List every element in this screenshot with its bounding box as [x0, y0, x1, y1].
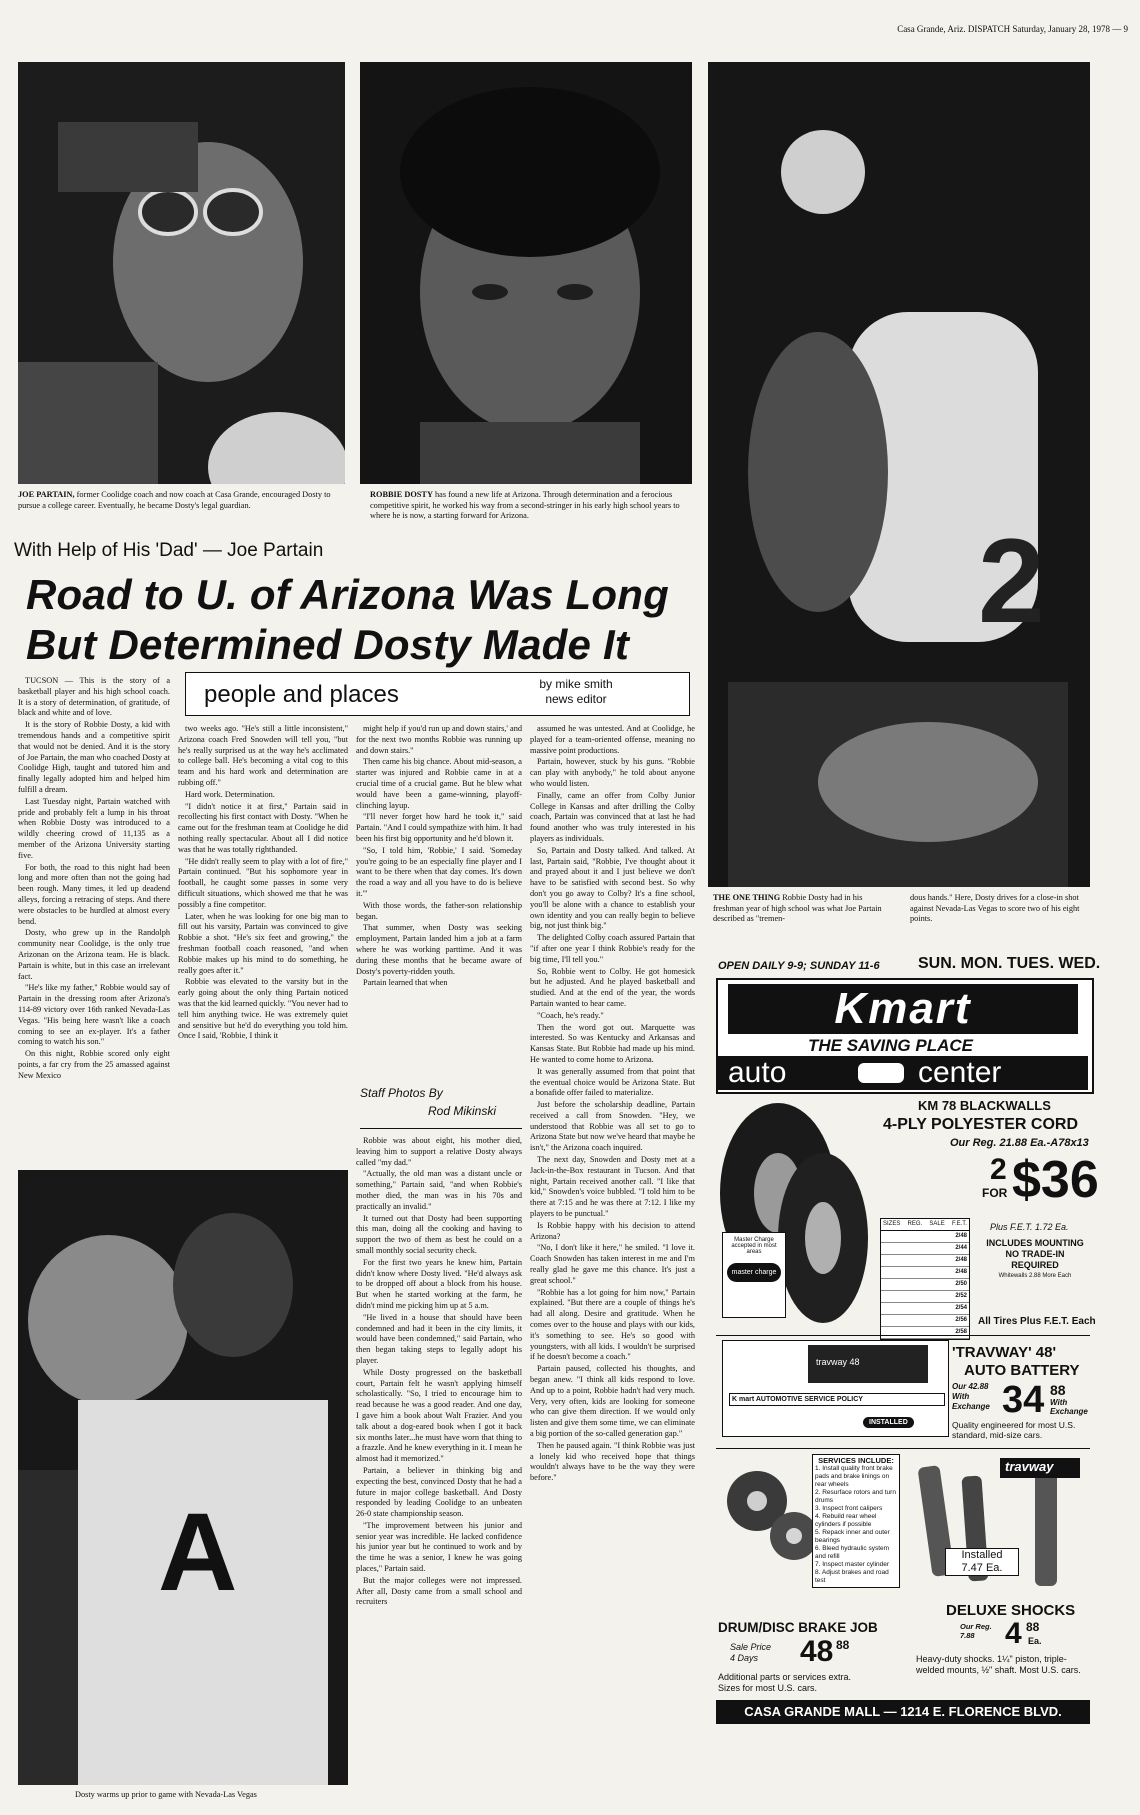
- article-paragraph: It is the story of Robbie Dosty, a kid with tremendous hands and a competitive spirit that would not be denied. And it is the story of Joe Partain, the man who coached Dosty at Coolidge High, taught and tutored him and finally legally adopted him and helped him fulfill a dream.: [18, 720, 170, 794]
- brake-sale: [730, 1642, 771, 1664]
- article-paragraph: Then he paused again. "I think Robbie was just a lonely kid who received hope that things wouldn't always have to be the way they were before.": [530, 1440, 695, 1483]
- size-table-header: [881, 1219, 969, 1231]
- article-paragraph: The next day, Snowden and Dosty met at a Jack-in-the-Box restaurant in Tucson. And that night, Partain received another call. "I like that kid," Snowden's voice bubbled. "I told him to be there at 7:15 and he was there at 7:12. I like my players to be punctual.": [530, 1155, 695, 1219]
- article-column-1: [18, 676, 170, 1156]
- dosty-portrait-photo: [360, 62, 692, 484]
- battery-reg: Our 42.88 With Exchange: [952, 1382, 990, 1411]
- brake-sale-label: Sale Price: [730, 1642, 772, 1652]
- tire-heading: KM 78 BLACKWALLS: [918, 1098, 1051, 1113]
- ad-hours: OPEN DAILY 9-9; SUNDAY 11-6: [718, 960, 880, 972]
- size-sale-price: 2/52: [955, 1293, 967, 1299]
- article-paragraph: Robbie was elevated to the varsity but in the early going about the only thing Partain noticed was that the kid learned quickly. "You never had to tell him anything twice. He was extremely quiet and sensitive but he'd do everything you told him. Once I said, 'Robbie, I think it: [178, 977, 348, 1041]
- service-policy: K mart AUTOMOTIVE SERVICE POLICY: [729, 1393, 945, 1406]
- article-paragraph: On this night, Robbie scored only eight points, a far cry from the 25 amassed against New Mexico: [18, 1049, 170, 1080]
- article-paragraph: TUCSON — This is the story of a basketball player and his high school coach. It is a story of determination, of gratitude, of black and white and of love.: [18, 676, 170, 718]
- size-sale-price: 2/48: [955, 1257, 967, 1263]
- size-table-row: [881, 1231, 969, 1243]
- headline-line-1: Road to U. of Arizona Was Long: [26, 571, 669, 618]
- size-table-row: [881, 1291, 969, 1303]
- size-table-row: [881, 1303, 969, 1315]
- service-item: 2. Resurface rotors and turn drums: [815, 1489, 896, 1504]
- photo-credit-label: Staff Photos By: [360, 1086, 443, 1100]
- byline-title: news editor: [545, 692, 607, 706]
- article-paragraph: two weeks ago. "He's still a little inconsistent," Arizona coach Fred Snowden will tell you, "but he's really surprised us at the way he's acclimated to college ball. He's becoming a vital cog to this team and his hard work and determination are rubbing off.": [178, 724, 348, 787]
- article-paragraph: So, Partain and Dosty talked. And talked. At last, Partain said, "Robbie, I've thought about it and prayed about it and I just believe we don't have to be satisfied with second best. So why don't you go away to Colby? It's a fine school, you'll be alone with a chance to establish your own identity and you can really begin to believe big, not just think big.": [530, 845, 695, 931]
- article-paragraph: That summer, when Dosty was seeking employment, Partain landed him a job at a farm where he was working parttime. And it was during these months that he became aware of Dosty's poverty-ridden youth.: [356, 923, 522, 976]
- center-label: center: [918, 1056, 1002, 1089]
- article-paragraph: "No, I don't like it here," he smiled. "I love it. Coach Snowden has taken interest in me and I'm really glad he gave me this chance. It's just a great school.": [530, 1243, 695, 1285]
- tire-size-table: [880, 1218, 970, 1340]
- tire-qty: 2: [990, 1153, 1007, 1186]
- size-sale-price: 2/48: [955, 1233, 967, 1239]
- shock-installed-box: [945, 1548, 1019, 1576]
- shock-desc: Heavy-duty shocks. 1¼" piston, triple-welded mounts, ½" shaft. Most U.S. cars.: [916, 1654, 1081, 1675]
- article-column-4: [530, 724, 695, 1800]
- article-paragraph: "I didn't notice it at first," Partain said in recollecting his first contact with Dosty. "When he came out for the freshman team at Coolidge he did nothing really spectacular. About all I did notice was that he was totally righthanded.: [178, 801, 348, 854]
- size-sale-price: 2/44: [955, 1245, 967, 1251]
- master-charge-accepted: Master Charge accepted in most areas: [731, 1237, 777, 1255]
- ad-footer: CASA GRANDE MALL — 1214 E. FLORENCE BLVD.: [716, 1700, 1090, 1724]
- photo-credit: [360, 1084, 520, 1120]
- battery-type: AUTO BATTERY: [964, 1362, 1080, 1379]
- article-column-3-top: [356, 724, 522, 1042]
- tire-mount-line-2: NO TRADE-IN: [1005, 1249, 1065, 1259]
- size-header-fet: F.E.T.: [951, 1221, 967, 1227]
- warmup-photo: [18, 1170, 348, 1785]
- brake-note-2: Sizes for most U.S. cars.: [718, 1683, 818, 1693]
- shock-cents: 88: [1026, 1620, 1040, 1634]
- article-paragraph: The delighted Colby coach assured Partain that "if after one year I think Robbie's ready for the big time, I'll tell you.": [530, 933, 695, 964]
- article-paragraph: "He's like my father," Robbie would say of Partain in the dressing room after Arizona's 114-89 victory over 16th ranked Nevada-Las Vegas. "His being here wasn't like a coach coming to see an ex-player. It's a father coming to watch his son.": [18, 983, 170, 1047]
- size-header-reg: REG.: [907, 1221, 923, 1227]
- size-table-row: [881, 1243, 969, 1255]
- article-paragraph: Dosty, who grew up in the Randolph community near Coolidge, is the only true Arizonan on the Arizona team. He is black. Partain is white, but in this case an irrelevant fact.: [18, 928, 170, 981]
- brake-note-1: Additional parts or services extra.: [718, 1672, 852, 1682]
- article-column-3-bottom: [356, 1136, 522, 1800]
- brake-title: DRUM/DISC BRAKE JOB: [718, 1620, 878, 1635]
- photo-credit-name: Rod Mikinski: [428, 1104, 497, 1118]
- master-charge-logo: master charge: [727, 1263, 781, 1282]
- partain-caption: JOE PARTAIN, former Coolidge coach and now coach at Casa Grande, encouraged Dosty to pursue a college career. Eventually, he became Dosty's legal guardian.: [18, 490, 331, 510]
- installed-badge: INSTALLED: [863, 1417, 914, 1428]
- article-paragraph: "I'll never forget how hard he took it," said Partain. "And I could sympathize with him. It had been his first big opportunity and he'd blown it.: [356, 812, 522, 843]
- article-paragraph: Finally, came an offer from Colby Junior College in Kansas and after drilling the Colby coach, Partain was convinced that at last he had found another who was truly interested in his players as individuals.: [530, 790, 695, 843]
- article-paragraph: assumed he was untested. And at Coolidge, he played for a team-oriented offense, meaning no massive point productions.: [530, 724, 695, 755]
- tire-fet: Plus F.E.T. 1.72 Ea.: [990, 1222, 1069, 1232]
- size-sale-price: 2/58: [955, 1329, 967, 1335]
- tire-all-fet: All Tires Plus F.E.T. Each: [978, 1316, 1096, 1327]
- article-paragraph: Just before the scholarship deadline, Partain received a call from Snowden. "Hey, we understood that Robbie was all set to go to Arizona State but now we've heard that maybe he isn't," the Arizona coach inquired.: [530, 1100, 695, 1153]
- service-item: 1. Install quality front brake pads and brake linings on rear wheels: [815, 1465, 893, 1488]
- article-paragraph: "The improvement between his junior and senior year was incredible. He lacked confidence his junior year but he continued to work and by the time he was a senior, I knew he was going places," Partain said.: [356, 1520, 522, 1574]
- size-table-row: [881, 1267, 969, 1279]
- shock-ea: Ea.: [1028, 1636, 1042, 1646]
- article-paragraph: For the first two years he knew him, Partain didn't know where Dosty lived. "He'd always ask to be dropped off about a block from his house. But when he started working at the farm, he didn't mind me picking him up at 5 a.m.: [356, 1257, 522, 1310]
- brake-price: 48: [800, 1635, 834, 1668]
- article-paragraph: While Dosty progressed on the basketball court, Partain felt he wasn't applying himself scholastically. "So, I tried to encourage him to read because he was a good reader. And one day, I gave him a book about Walt Frazier. And you talk about a dog-eared book when I got it back six months later...he must have worn that thing to a frazzle. And he knew everything in it. I mean he almost had it memorized.": [356, 1367, 522, 1464]
- size-sale-price: 2/54: [955, 1305, 967, 1311]
- warmup-caption: Dosty warms up prior to game with Nevada-Las Vegas: [75, 1790, 345, 1801]
- battery-quality: Quality engineered for most U.S. standard, mid-size cars.: [952, 1420, 1076, 1440]
- ad-days: SUN. MON. TUES. WED.: [918, 955, 1101, 972]
- photo-credit-rule: [360, 1128, 522, 1129]
- article-column-2: [178, 724, 348, 1158]
- svg-text:2: 2: [978, 514, 1045, 648]
- brake-graphic: [722, 1456, 822, 1566]
- article-paragraph: Robbie was about eight, his mother died, leaving him to support a relative Dosty always called "my dad.": [356, 1136, 522, 1167]
- article-paragraph: It turned out that Dosty had been supporting this man, doing all the cooking and having to support the two of them as best he could on a small monthly social security check.: [356, 1213, 522, 1255]
- size-table-row: [881, 1255, 969, 1267]
- shock-brand: travway: [1005, 1459, 1054, 1474]
- size-header-sizes: SIZES: [883, 1221, 901, 1227]
- master-charge-badge: [722, 1232, 786, 1318]
- brake-sale-days: 4 Days: [730, 1653, 759, 1663]
- battery-name: 'TRAVWAY' 48': [952, 1344, 1057, 1361]
- auto-center-band: [718, 1056, 1088, 1090]
- article-paragraph: "Robbie has a lot going for him now," Partain explained. "But there are a couple of things he's had all along. Desire and gratitude. When he comes over to the house and plays with our kids, it's something to see. He's so good with youngsters, with all kids. I wouldn't be surprised if he doesn't become a coach.": [530, 1287, 695, 1362]
- article-paragraph: Hard work. Determination.: [185, 789, 275, 799]
- shock-price: 4: [1005, 1617, 1022, 1650]
- size-sale-price: 2/56: [955, 1317, 967, 1323]
- article-paragraph: "So, I told him, 'Robbie,' I said. 'Someday you're going to be an especially fine player and I want to be there when that day comes. It's down the road a way and all you have to do is believe it.'": [356, 845, 522, 898]
- battery-cents: 88: [1050, 1382, 1066, 1398]
- battery-graphic: [722, 1340, 949, 1437]
- kmart-tagline: THE SAVING PLACE: [808, 1036, 973, 1055]
- brake-cents: 88: [836, 1638, 850, 1652]
- service-item: 6. Bleed hydraulic system and refill: [815, 1545, 890, 1560]
- shock-installed-price: 7.47 Ea.: [961, 1562, 1003, 1574]
- auto-label: auto: [728, 1056, 787, 1089]
- article-paragraph: Later, when he was looking for one big man to fill out his varsity, Partain was convinced to give Robbie a shot. "He's six feet and growing," the freshman football coach reasoned, "and when Robbie makes up his mind to do something, he really goes after it.": [178, 911, 348, 975]
- game-caption-right: dous hands." Here, Dosty drives for a close-in shot against Nevada-Las Vegas to score two of his eight points.: [910, 893, 1080, 923]
- article-paragraph: Then the word got out. Marquette was interested. So was Kentucky and Arkansas and Kansas State. But Robbie had made up his mind. He wanted to come home to Arizona.: [530, 1022, 695, 1064]
- tire-mount-line-1: INCLUDES MOUNTING: [986, 1238, 1084, 1248]
- article-paragraph: Partain, however, stuck by his guns. "Robbie can play with anybody," he told about anyone who would listen.: [530, 757, 695, 788]
- section-label-box: [185, 672, 690, 716]
- article-paragraph: Partain, a believer in thinking big and expecting the best, convinced Dosty that he had a future in major college basketball. And Dosty responded by leading Coolidge to an unbeaten 26-0 state championship season.: [356, 1465, 522, 1519]
- article-paragraph: But the major colleges were not impressed. After all, Dosty came from a small school and recruiters: [356, 1575, 522, 1607]
- service-item: 5. Repack inner and outer bearings: [815, 1529, 890, 1544]
- article-paragraph: For both, the road to this night had been long and more often than not the going had been rough. Many times, it led up deadend alleys, forcing a retracing of steps. And there were obstacles to be hurdled at almost every bend.: [18, 862, 170, 926]
- shock-installed-label: Installed: [961, 1549, 1003, 1561]
- brake-notes: [718, 1672, 851, 1694]
- byline: [486, 677, 666, 707]
- page-folio: Casa Grande, Ariz. DISPATCH Saturday, January 28, 1978 — 9: [897, 24, 1128, 34]
- ad-divider-1: [716, 1335, 1090, 1336]
- article-paragraph: "Actually, the old man was a distant uncle or something," Partain said, "and when Robbie's mother died, the man was in his 70s and practically an invalid.": [356, 1169, 522, 1211]
- section-title: people and places: [204, 681, 399, 708]
- tire-mount-line-3: REQUIRED: [1011, 1260, 1059, 1270]
- battery-body: [808, 1345, 928, 1383]
- tire-for: FOR: [982, 1186, 1008, 1200]
- headline-line-2: But Determined Dosty Made It: [26, 621, 630, 668]
- battery-label: travway 48: [816, 1357, 860, 1367]
- byline-author: by mike smith: [539, 677, 613, 691]
- services-box: [812, 1454, 900, 1588]
- article-paragraph: "Coach, he's ready.": [537, 1010, 604, 1020]
- tire-subheading: 4-PLY POLYESTER CORD: [883, 1116, 1079, 1133]
- services-title: SERVICES INCLUDE:: [818, 1456, 894, 1465]
- shock-graphic: [905, 1456, 1090, 1596]
- size-sale-price: 2/48: [955, 1269, 967, 1275]
- tire-mounting: [985, 1238, 1085, 1282]
- game-caption-left: THE ONE THING Robbie Dosty had in his freshman year of high school was what Joe Partain described as "tremen-: [713, 893, 882, 923]
- article-paragraph: Last Tuesday night, Partain watched with pride and probably felt a lump in his throat when Robbie Dosty was introduced to a wildly cheering crowd of 11,135 as a member of the Arizona University starting five.: [18, 796, 170, 860]
- article-paragraph: "He didn't really seem to play with a lot of fire," Partain continued. "But his sophomore year in football, he caught some passes in some very difficult situations, which showed me that he was possibly a fine competitor.: [178, 856, 348, 909]
- tire-reg-price: Our Reg. 21.88 Ea.-A78x13: [950, 1137, 1089, 1149]
- shock-reg: Our Reg. 7.88: [960, 1622, 992, 1640]
- article-paragraph: It was generally assumed from that point that the eventual choice would be Arizona State. But a bonafide offer failed to materialize.: [530, 1066, 695, 1098]
- article-paragraph: Partain learned that when: [363, 978, 448, 988]
- article-paragraph: might help if you'd run up and down stairs,' and for the next two months Robbie was running up and down stairs.": [356, 724, 522, 755]
- article-paragraph: So, Robbie went to Colby. He got homesick but he adjusted. And he played basketball and studied. And at the end of the year, the words Partain wanted to hear came.: [530, 966, 695, 1008]
- service-item: 8. Adjust brakes and road test: [815, 1569, 889, 1584]
- size-table-row: [881, 1327, 969, 1339]
- battery-with: With Exchange: [1050, 1398, 1088, 1416]
- ad-header-box: [716, 978, 1094, 1094]
- service-item: 7. Inspect master cylinder: [815, 1561, 890, 1568]
- battery-price: 34: [1002, 1379, 1045, 1421]
- partain-photo: [18, 62, 345, 484]
- article-paragraph: "He lived in a house that should have been condemned and had it been in the city limits, it would have been condemned," said Partain, who then began taking steps to legally adopt his player.: [356, 1312, 522, 1365]
- ad-divider-2: [716, 1448, 1090, 1449]
- article-paragraph: Then came his big chance. About mid-season, a starter was injured and Robbie came in at a crucial time of a crucial game. But he blew what would have been a game-winning, playoff-clinching layup.: [356, 757, 522, 810]
- size-header-sale: SALE: [929, 1221, 945, 1227]
- size-table-row: [881, 1315, 969, 1327]
- service-item: 3. Inspect front calipers: [815, 1505, 883, 1512]
- size-sale-price: 2/50: [955, 1281, 967, 1287]
- tire-whitewalls: Whitewalls 2.88 More Each: [998, 1273, 1072, 1279]
- shock-title: DELUXE SHOCKS: [946, 1602, 1076, 1619]
- dosty-caption: ROBBIE DOSTY has found a new life at Arizona. Through determination and a ferocious competitive spirit, he worked his way from a second-stringer in his early high school years to where he is now, a starting forward for Arizona.: [370, 490, 680, 520]
- article-paragraph: Is Robbie happy with his decision to attend Arizona?: [530, 1220, 695, 1241]
- size-table-row: [881, 1279, 969, 1291]
- service-item: 4. Rebuild rear wheel cylinders if possible: [815, 1513, 877, 1528]
- car-icon: [858, 1063, 904, 1083]
- article-paragraph: With those words, the father-son relationship began.: [356, 900, 522, 921]
- game-action-photo: [708, 62, 1090, 887]
- tire-sale-price: $36: [1012, 1151, 1099, 1209]
- article-kicker: With Help of His 'Dad' — Joe Partain: [14, 540, 324, 561]
- kmart-logo: Kmart: [728, 984, 1078, 1034]
- svg-text:A: A: [158, 1491, 238, 1614]
- article-paragraph: Partain paused, collected his thoughts, and began anew. "I think all kids respond to love. And up to a point, Robbie hadn't had very much. Very, very often, kids are looking for someone who can give them direction. If we would only listen and give them some time, we can eliminate a big portion of the so-called generation gap.": [530, 1364, 695, 1438]
